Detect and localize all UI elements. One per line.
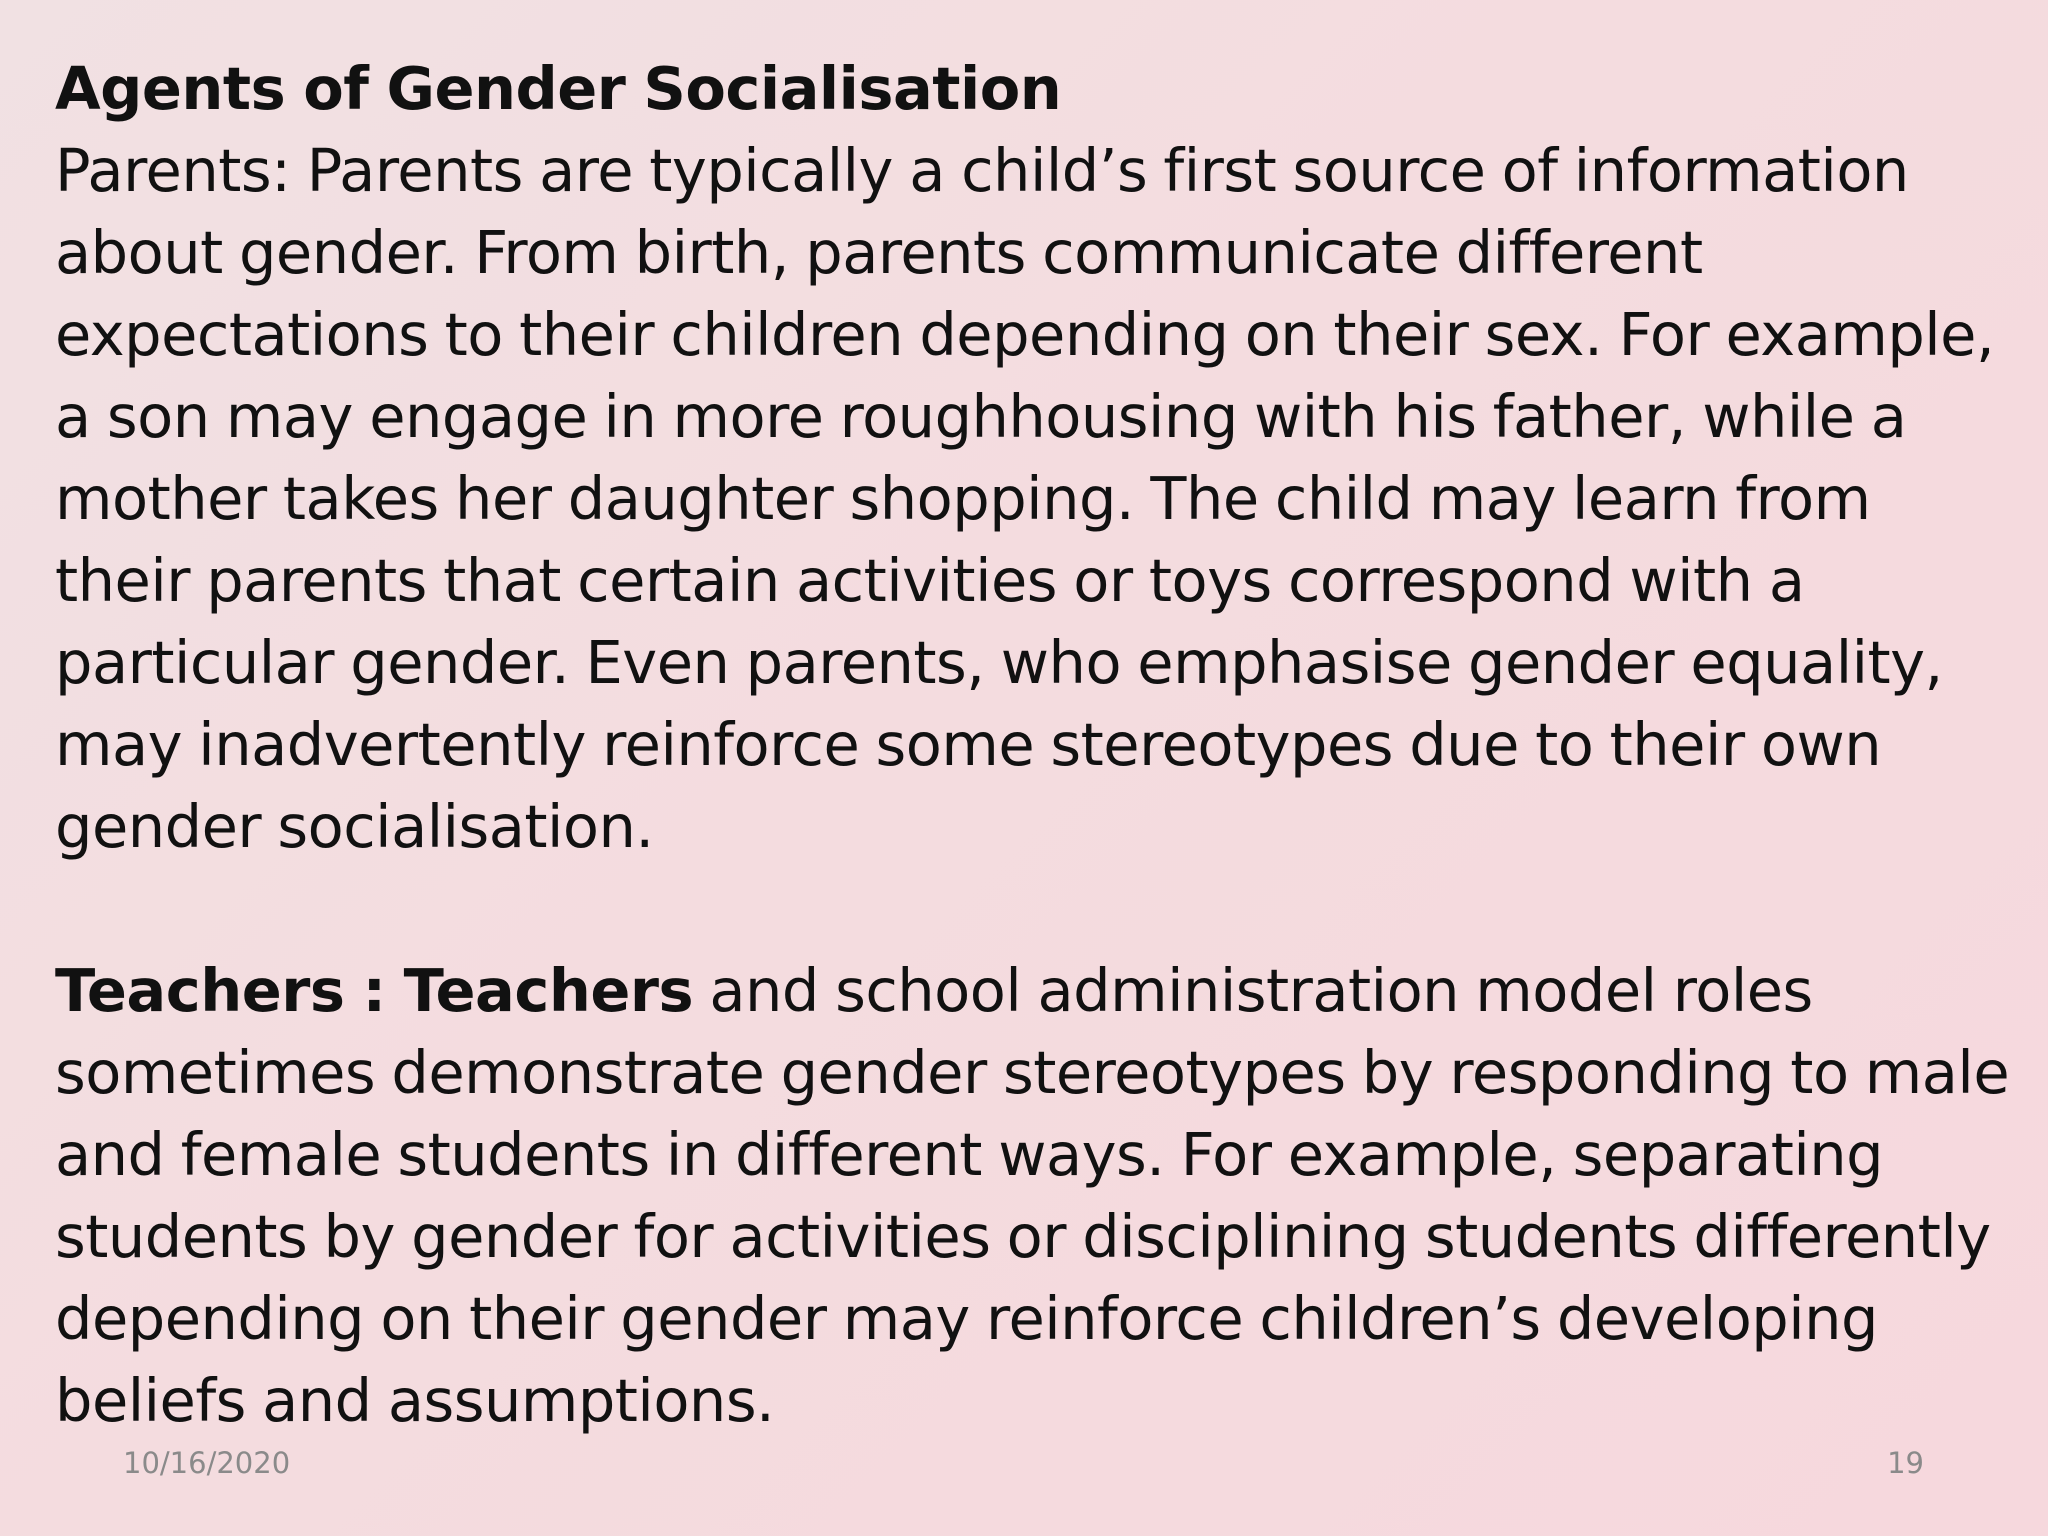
teachers-label: Teachers : Teachers (55, 956, 694, 1025)
slide-title: Agents of Gender Socialisation (55, 54, 1062, 123)
slide-body (55, 48, 2015, 1442)
paragraph-spacer (55, 868, 2015, 950)
parents-paragraph: Parents: Parents are typically a child’s first source of information about gender. From birth, parents communicate different expectations to their children depending on their sex. For example, a son may engage in more roughhousing with his father, while a mother takes her daughter shopping. The child may learn from their parents that certain activities or toys correspond with a particular gender. Even parents, who emphasise gender equality, may inadvertently reinforce some stereotypes due to their own gender socialisation. (55, 136, 1995, 861)
teachers-text: and school administration model roles sometimes demonstrate gender stereotypes by responding to male and female students in different ways. For example, separating students by gender for activities or disciplining students differently depending on their gender may reinforce children’s developing beliefs and assumptions. (55, 956, 2010, 1435)
footer-date: 10/16/2020 (123, 1446, 291, 1480)
slide-number: 19 (1887, 1446, 1924, 1480)
teachers-paragraph (55, 950, 2015, 1442)
